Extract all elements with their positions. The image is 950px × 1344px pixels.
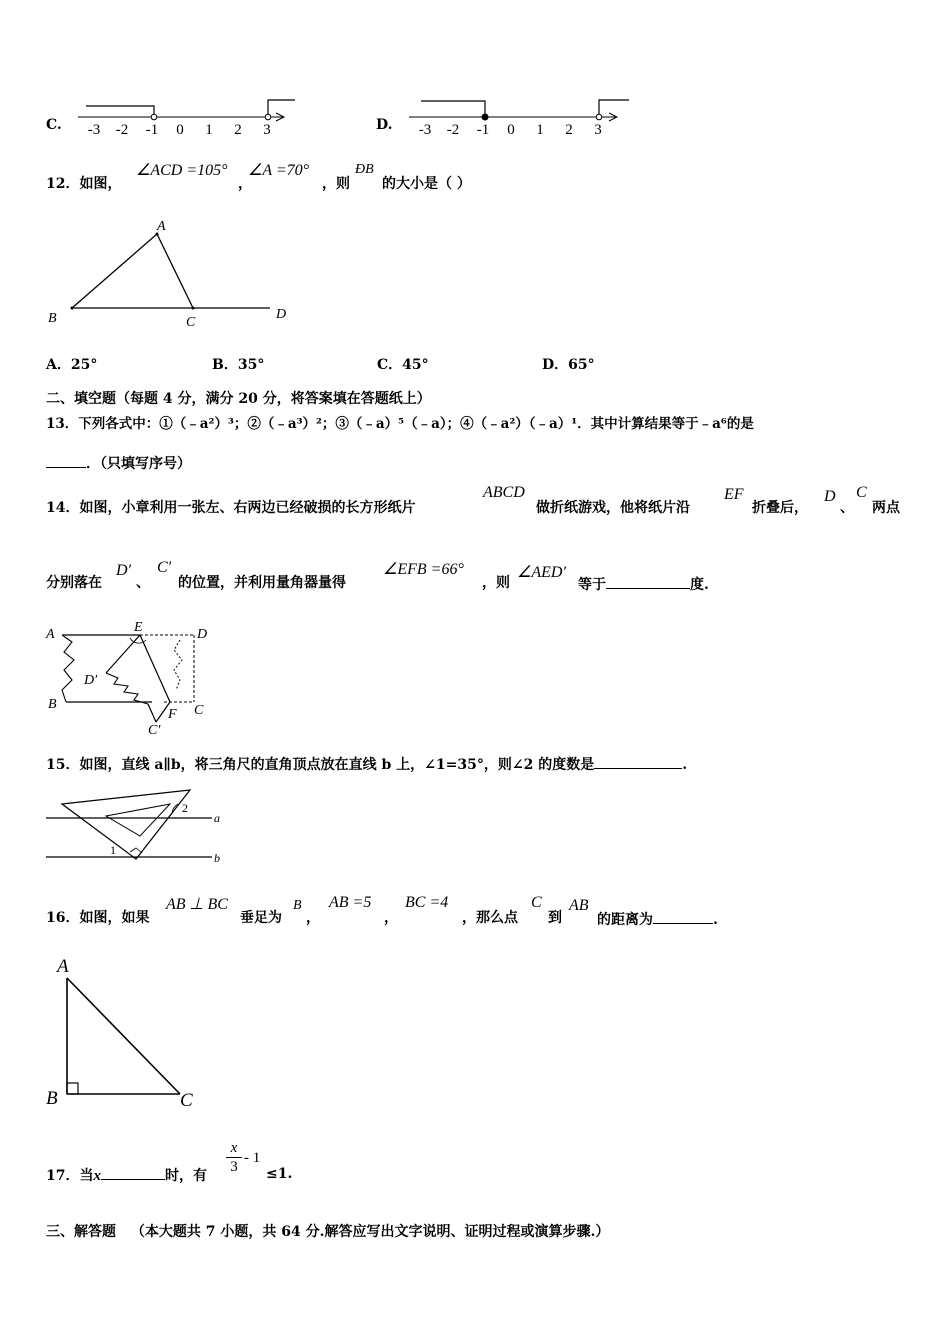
vertex-label-a: A xyxy=(57,956,69,977)
label-c-prime: C′ xyxy=(148,723,161,738)
tick-label: -2 xyxy=(115,122,129,138)
q14-answer-blank[interactable] xyxy=(606,574,690,589)
q12-cond1: ∠ACD =105° xyxy=(136,162,228,179)
q16-foot: B xyxy=(293,898,302,913)
vertex-label-b: B xyxy=(46,1088,58,1109)
tick-label: 0 xyxy=(176,122,184,138)
q14-text-7: ，则 xyxy=(482,575,510,591)
option-d-label[interactable]: D. xyxy=(376,117,393,133)
q16-text-2: 垂足为 xyxy=(240,910,282,926)
q14-text-1: 14．如图，小章利用一张左、右两边已经破损的长方形纸片 xyxy=(46,500,416,516)
q16-comma2: ， xyxy=(384,910,398,926)
q15-parallel-lines-figure xyxy=(44,780,234,870)
label-d-prime: D′ xyxy=(84,673,98,688)
tick-label: 1 xyxy=(536,122,544,138)
vertex-label-c: C xyxy=(186,315,196,330)
q12-triangle-figure xyxy=(40,210,300,340)
q14-rect-name: ABCD xyxy=(483,484,525,501)
q14-text-2: 做折纸游戏，他将纸片沿 xyxy=(536,500,690,516)
label-d: D xyxy=(197,627,208,642)
tick-label: -1 xyxy=(145,122,159,138)
q14-text-5: 分别落在 xyxy=(46,575,102,591)
q12-option-c[interactable]: C．45° xyxy=(377,357,429,373)
number-line-c xyxy=(70,96,300,140)
q14-text-3: 折叠后， xyxy=(752,500,808,516)
q17-text-2: 时，有 xyxy=(164,1168,207,1184)
q12-then: ，则 xyxy=(322,176,350,192)
q16-ab: AB =5 xyxy=(329,894,372,911)
label-f: F xyxy=(168,707,177,722)
vertex-label-c: C xyxy=(180,1090,193,1111)
q14-angle-aed: ∠AED′ xyxy=(517,564,566,581)
label-e: E xyxy=(134,620,143,635)
q12-angle: ÐB xyxy=(355,162,374,177)
q14-fold-line: EF xyxy=(724,486,744,503)
label-a: a xyxy=(214,811,220,825)
option-c-label[interactable]: C. xyxy=(46,117,62,133)
vertex-label-b: B xyxy=(48,311,57,326)
tick-label: -1 xyxy=(476,122,490,138)
q14-angle-efb: ∠EFB =66° xyxy=(383,561,464,578)
tick-label: 2 xyxy=(565,122,573,138)
q17-minus-one: - 1 xyxy=(244,1150,261,1166)
label-b: B xyxy=(48,697,57,712)
tick-label: -3 xyxy=(87,122,101,138)
q12-cond2: ∠A =70° xyxy=(248,162,310,179)
q17-text-1: 17．当 xyxy=(46,1168,94,1184)
q15-answer-blank[interactable] xyxy=(594,754,682,769)
q13-line1: 13．下列各式中：①（﹣a²）³；②（﹣a³）²；③（﹣a）⁵（﹣a）；④（﹣a²）（﹣a）¹．其中计算结果等于﹣a⁶的是 xyxy=(46,416,754,432)
q16-bc: BC =4 xyxy=(405,894,449,911)
q16-perp: AB ⊥ BC xyxy=(166,896,228,913)
tick-label: 0 xyxy=(507,122,515,138)
q13-suffix: ．（只填写序号） xyxy=(86,456,191,472)
vertex-label-a: A xyxy=(157,219,166,234)
q12-ask: 的大小是（ ） xyxy=(382,176,471,192)
label-angle-2: 2 xyxy=(182,801,188,815)
q12-number: 12．如图， xyxy=(46,176,122,192)
q14-point-d: D xyxy=(824,488,836,505)
vertex-label-d: D xyxy=(276,307,287,322)
q17-denominator: 3 xyxy=(230,1159,238,1175)
q14-text-8: 等于 度. xyxy=(578,574,709,594)
q12-option-b[interactable]: B．35° xyxy=(212,357,265,373)
q14-text-6: 的位置，并利用量角器量得 xyxy=(178,575,346,591)
label-angle-1: 1 xyxy=(110,843,116,857)
q17-var-x: x xyxy=(93,1168,101,1184)
tick-label: 3 xyxy=(263,122,271,138)
q17-answer-blank[interactable] xyxy=(101,1165,165,1180)
q16-comma: ， xyxy=(306,910,320,926)
q14-fold-figure xyxy=(44,618,224,740)
label-b: b xyxy=(214,851,220,865)
q16-text-1: 16．如图，如果 xyxy=(46,910,150,926)
tick-label: 1 xyxy=(205,122,213,138)
tick-label: 3 xyxy=(594,122,602,138)
q13-answer-blank[interactable] xyxy=(46,453,86,468)
label-c: C xyxy=(194,703,204,718)
q14-point-cp: C′ xyxy=(157,559,172,576)
section-3-heading: 三、解答题 xyxy=(46,1224,116,1240)
number-line-d xyxy=(401,96,633,140)
q14-point-dp: D′ xyxy=(116,562,132,579)
fraction-bar xyxy=(226,1157,242,1158)
q16-point-c: C xyxy=(531,894,542,911)
section-3-note: （本大题共 7 小题，共 64 分.解答应写出文字说明、证明过程或演算步骤.） xyxy=(130,1224,610,1240)
q17-text-3: ≤1. xyxy=(266,1166,293,1182)
tick-label: -2 xyxy=(446,122,460,138)
q12-sep: ， xyxy=(238,176,252,192)
q17-fraction xyxy=(226,1140,242,1175)
q13-line2 xyxy=(46,453,191,473)
q14-dun: 、 xyxy=(840,500,854,516)
q16-text-3: ，那么点 xyxy=(462,910,518,926)
tick-label: -3 xyxy=(418,122,432,138)
q16-right-triangle-figure xyxy=(40,950,220,1120)
q16-text-5: 的距离为 xyxy=(597,912,653,928)
q12-option-a[interactable]: A．25° xyxy=(46,357,98,373)
label-a: A xyxy=(46,627,55,642)
tick-label: 2 xyxy=(234,122,242,138)
q14-text-4: 两点 xyxy=(872,500,900,516)
q14-point-c: C xyxy=(856,484,867,501)
q14-dun2: 、 xyxy=(136,575,150,591)
q16-answer-blank[interactable] xyxy=(653,909,713,924)
section-2-heading: 二、填空题（每题 4 分，满分 20 分，将答案填在答题纸上） xyxy=(46,391,431,407)
q17-numerator: x xyxy=(230,1140,238,1156)
q16-text-4: 到 xyxy=(548,910,562,926)
q16-ab2: AB xyxy=(569,897,589,914)
q12-option-d[interactable]: D．65° xyxy=(542,357,595,373)
q15-text: 15．如图，直线 a∥b，将三角尺的直角顶点放在直线 b 上，∠1=35°，则∠2 的度数是 xyxy=(46,757,595,773)
